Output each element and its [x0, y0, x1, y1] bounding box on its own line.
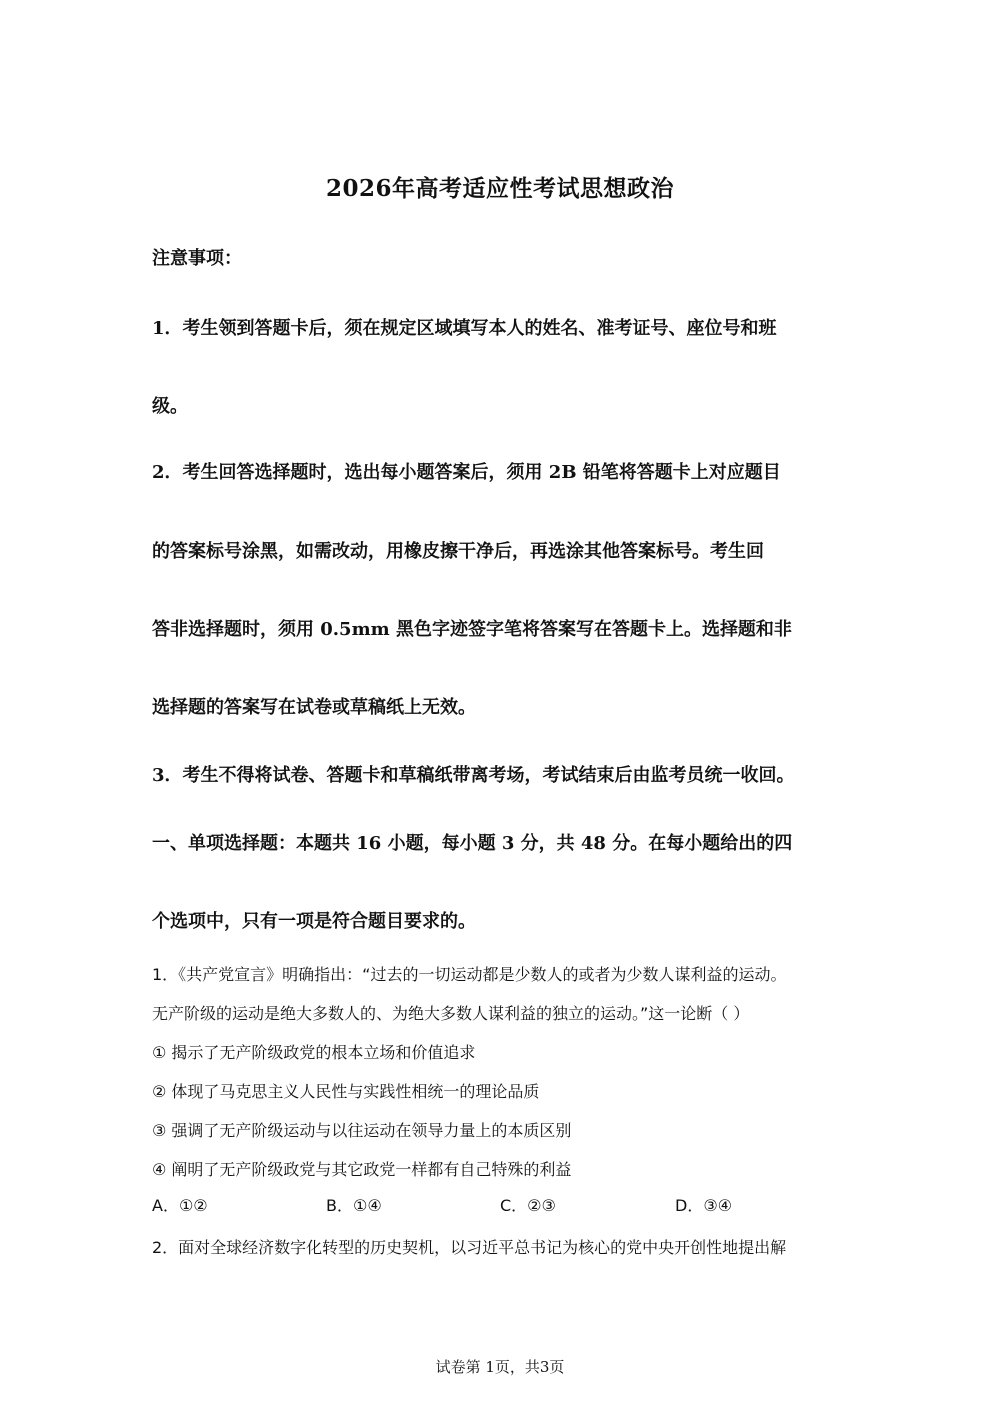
notice-line: 答非选择题时，须用 0.5mm 黑色字迹签字笔将答案写在答题卡上。选择题和非	[152, 619, 792, 640]
question-1-stem: 1．《共产党宣言》明确指出：“过去的一切运动都是少数人的或者为少数人谋利益的运动。	[152, 965, 787, 984]
exam-title: 2026年高考适应性考试思想政治	[325, 175, 674, 202]
section-heading-line: 个选项中，只有一项是符合题目要求的。	[152, 911, 476, 932]
option-a: A．①②	[152, 1196, 208, 1215]
question-1-stem: 无产阶级的运动是绝大多数人的、为绝大多数人谋利益的独立的运动。”这一论断（ ）	[152, 1004, 750, 1023]
notice-line: 级。	[152, 396, 188, 417]
notice-line: 选择题的答案写在试卷或草稿纸上无效。	[152, 697, 476, 718]
question-1-statement: ③ 强调了无产阶级运动与以往运动在领导力量上的本质区别	[152, 1121, 572, 1140]
section-heading-line: 一、单项选择题：本题共 16 小题，每小题 3 分，共 48 分。在每小题给出的四	[152, 833, 793, 854]
notice-line: 1．考生领到答题卡后，须在规定区域填写本人的姓名、准考证号、座位号和班	[152, 318, 777, 339]
notice-line: 的答案标号涂黑，如需改动，用橡皮擦干净后，再选涂其他答案标号。考生回	[152, 541, 764, 562]
question-1-statement: ① 揭示了无产阶级政党的根本立场和价值追求	[152, 1043, 476, 1062]
notice-heading: 注意事项：	[152, 248, 242, 269]
question-1-statement: ② 体现了马克思主义人民性与实践性相统一的理论品质	[152, 1082, 540, 1101]
option-b: B．①④	[326, 1196, 382, 1215]
question-1-statement: ④ 阐明了无产阶级政党与其它政党一样都有自己特殊的利益	[152, 1160, 572, 1179]
page-footer: 试卷第 1页，共3页	[435, 1358, 565, 1376]
notice-line: 3．考生不得将试卷、答题卡和草稿纸带离考场，考试结束后由监考员统一收回。	[152, 765, 795, 786]
option-d: D．③④	[675, 1196, 733, 1215]
option-c: C．②③	[500, 1196, 556, 1215]
question-2-stem: 2．面对全球经济数字化转型的历史契机，以习近平总书记为核心的党中央开创性地提出解	[152, 1238, 787, 1257]
notice-line: 2．考生回答选择题时，选出每小题答案后，须用 2B 铅笔将答题卡上对应题目	[152, 462, 781, 483]
